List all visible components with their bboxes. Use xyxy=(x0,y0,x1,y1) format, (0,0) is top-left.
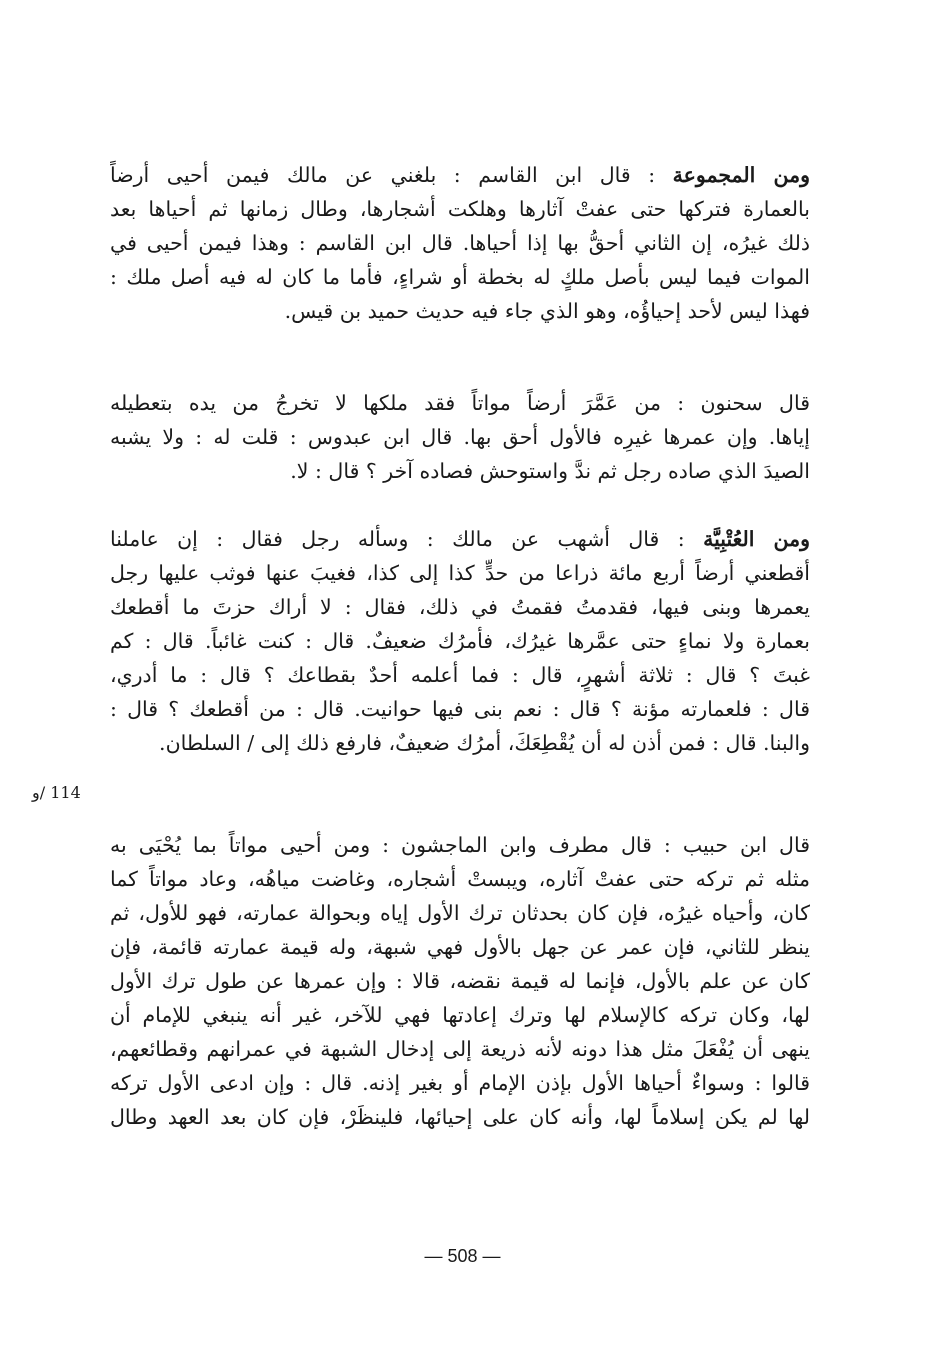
text-line: لها لم يكن إسلاماً لها، وأنه كان على إحيائها، فلينظَرْ، فإن كان بعد العهد وطال xyxy=(110,1105,810,1129)
paragraph-ibn-habib xyxy=(110,828,810,1134)
text-line: قال ابن حبيب : قال مطرف وابن الماجشون : ومن أحيى مواتاً بما يُحْيَى به xyxy=(110,833,810,857)
paragraph-utbiyya xyxy=(110,522,810,760)
text-line: بعمارة ولا نماءٍ حتى عمَّرها غيرُك، فأمرُك ضعيفٌ. قال : كنت غائباً. قال : كم xyxy=(110,629,810,653)
source-title: ومن المجموعة xyxy=(672,163,810,187)
text-line: قالوا : وسواءٌ أحياها الأول بإذن الإمام أو بغير إذنه. قال : وإن ادعى الأول تركه xyxy=(110,1071,810,1095)
text-line: والبنا. قال : فمن أذن له أن يُقْطِعَكَ، أمرُك ضعيفٌ، فارفع ذلك إلى / السلطان. xyxy=(159,731,810,755)
text-line: الموات فيما ليس بأصل ملكٍ له بخطة أو شراءٍ، فأما ما كان له فيه أصل ملك : xyxy=(110,265,810,289)
source-title: ومن العُتْبِيَّة xyxy=(703,527,810,551)
folio-margin-note: 114 /و xyxy=(32,783,81,802)
text-line: غبتَ ؟ قال : ثلاثة أشهرٍ، قال : فما أعلمه أحدٌ بقطاعك ؟ قال : ما أدري، xyxy=(110,663,810,687)
text-line: كان عن علم بالأول، فإنما له قيمة نقضه، قالا : وإن عمرها عن طول ترك الأول xyxy=(110,969,810,993)
text-line: قال سحنون : من عَمَّرَ أرضاً مواتاً فقد ملكها لا تخرجُ من يده بتعطيله xyxy=(110,391,810,415)
line-text: : قال ابن القاسم : بلغني عن مالك فيمن أحيى أرضاً xyxy=(110,163,673,187)
text-line: بالعمارة فتركها حتى عفتْ آثارها وهلكت أشجارها، وطال زمانها ثم أحياها بعد xyxy=(110,197,810,221)
text-line: كان، وأحياه غيرُه، فإن كان بحدثان ترك الأول إياه وبحوالة عمارته، فهو للأول، ثم xyxy=(110,901,810,925)
page-number: — 508 — xyxy=(424,1246,501,1266)
text-line: إياها. وإن عمرها غيرِه فالأول أحق بها. قال ابن عبدوس : قلت له : ولا يشبه xyxy=(110,425,810,449)
text-line: أقطعني أرضاً أربع مائة ذراعا من حدٍّ كذا إلى كذا، فغيبَ عنها فوثب عليها رجل xyxy=(110,561,810,585)
paragraph-majmua xyxy=(110,158,810,328)
text-line: الصيدَ الذي صاده رجل ثم ندَّ واستوحش فصاده آخر ؟ قال : لا. xyxy=(290,459,810,483)
text-line: مثله ثم تركه حتى عفتْ آثاره، ويبستْ أشجاره، وغاضت مياهُه، وعاد مواتاً كما xyxy=(110,867,810,891)
text-line xyxy=(110,158,810,192)
text-line: فهذا ليس لأحد إحياؤُه، وهو الذي جاء فيه حديث حميد بن قيس. xyxy=(284,299,810,323)
line-text: : قال أشهب عن مالك : وسأله رجل فقال : إن عاملنا xyxy=(110,527,704,551)
text-line: يعمرها وبنى فيها، فقدمتُ فقمتُ في ذلك، فقال : لا أراك حزتَ ما أقطعك xyxy=(110,595,810,619)
text-line: قال : فلعمارته مؤنة ؟ قال : نعم بنى فيها حوانيت. قال : من أقطعك ؟ قال : xyxy=(110,697,810,721)
text-line: لها، وكان تركه كالإسلام لها وترك إعادتها فهي للآخر، غير أنه ينبغي للإمام أن xyxy=(110,1003,810,1027)
text-line: ينظر للثاني، فإن عمر عن جهل بالأول فهي شبهة، وله قيمة عمارته قائمة، فإن xyxy=(110,935,810,959)
paragraph-sahnun xyxy=(110,386,810,488)
text-line: ينهى أن يُفْعَلَ مثل هذا دونه لأنه ذريعة إلى إدخال الشبهة في عمرانهم وقطائعهم، xyxy=(110,1037,810,1061)
text-line: ذلك غيرُه، إن الثاني أحقُّ بها إذا أحياها. قال ابن القاسم : وهذا فيمن أحيى في xyxy=(110,231,810,255)
text-line xyxy=(110,522,810,556)
